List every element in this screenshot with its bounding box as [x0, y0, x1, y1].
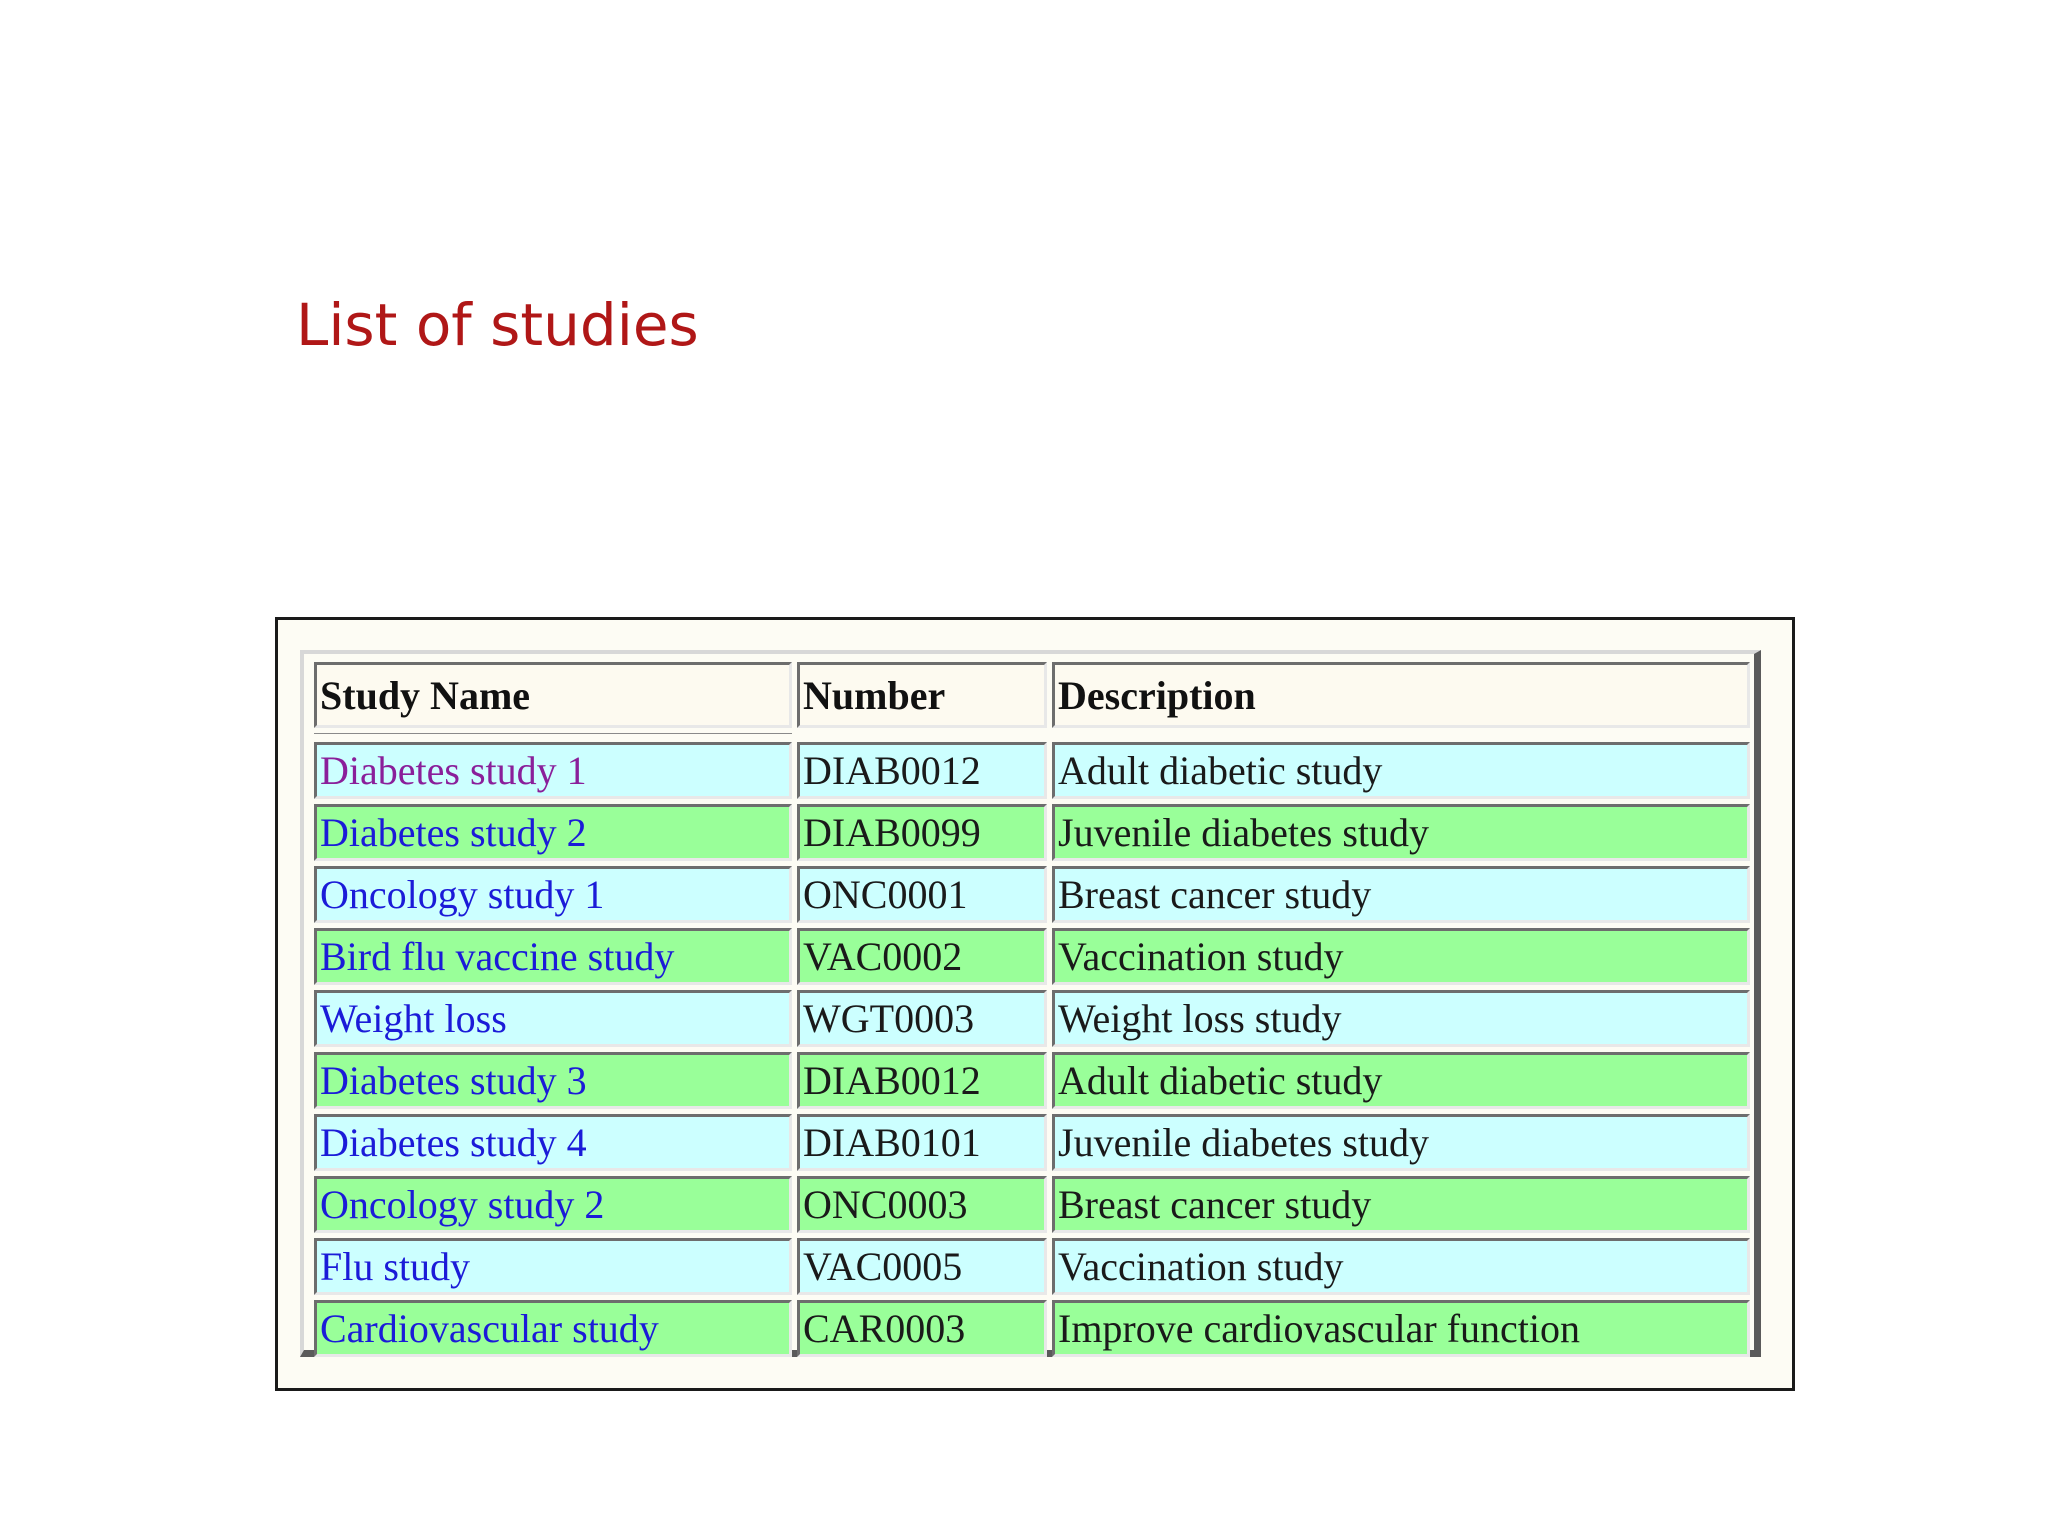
study-description: Adult diabetic study [1052, 1052, 1750, 1109]
study-name-link[interactable]: Diabetes study 1 [314, 742, 792, 799]
study-number: ONC0003 [797, 1176, 1047, 1233]
table-row [314, 1114, 1750, 1171]
studies-table-border [300, 650, 1761, 1357]
table-row [314, 928, 1750, 985]
study-name-link[interactable]: Diabetes study 2 [314, 804, 792, 861]
study-description: Adult diabetic study [1052, 742, 1750, 799]
study-description: Improve cardiovascular function [1052, 1300, 1750, 1357]
study-description: Vaccination study [1052, 1238, 1750, 1295]
study-name-link[interactable]: Diabetes study 3 [314, 1052, 792, 1109]
slide-title: List of studies [296, 291, 699, 359]
study-description: Vaccination study [1052, 928, 1750, 985]
table-row [314, 1052, 1750, 1109]
table-header-row [314, 662, 1750, 728]
study-number: DIAB0099 [797, 804, 1047, 861]
study-description: Breast cancer study [1052, 1176, 1750, 1233]
studies-table-screenshot [275, 617, 1795, 1391]
study-name-link[interactable]: Cardiovascular study [314, 1300, 792, 1357]
study-number: DIAB0012 [797, 742, 1047, 799]
table-row [314, 1176, 1750, 1233]
study-description: Juvenile diabetes study [1052, 1114, 1750, 1171]
study-number: VAC0005 [797, 1238, 1047, 1295]
study-description: Breast cancer study [1052, 866, 1750, 923]
column-header-number: Number [797, 662, 1047, 728]
study-name-link[interactable]: Bird flu vaccine study [314, 928, 792, 985]
study-number: VAC0002 [797, 928, 1047, 985]
table-header-divider [314, 733, 1750, 737]
study-name-link[interactable]: Weight loss [314, 990, 792, 1047]
table-row [314, 990, 1750, 1047]
study-description: Weight loss study [1052, 990, 1750, 1047]
table-row [314, 804, 1750, 861]
studies-table [309, 657, 1755, 1362]
study-name-link[interactable]: Oncology study 2 [314, 1176, 792, 1233]
study-name-link[interactable]: Oncology study 1 [314, 866, 792, 923]
column-header-description: Description [1052, 662, 1750, 728]
study-name-link[interactable]: Flu study [314, 1238, 792, 1295]
table-row [314, 1300, 1750, 1357]
table-row [314, 742, 1750, 799]
table-header-divider-cell [314, 733, 792, 737]
study-number: ONC0001 [797, 866, 1047, 923]
table-header-divider-gap [1052, 733, 1750, 737]
table-row [314, 866, 1750, 923]
column-header-study-name: Study Name [314, 662, 792, 728]
table-row [314, 1238, 1750, 1295]
study-description: Juvenile diabetes study [1052, 804, 1750, 861]
study-number: WGT0003 [797, 990, 1047, 1047]
study-name-link[interactable]: Diabetes study 4 [314, 1114, 792, 1171]
study-number: DIAB0101 [797, 1114, 1047, 1171]
study-number: DIAB0012 [797, 1052, 1047, 1109]
study-number: CAR0003 [797, 1300, 1047, 1357]
table-header-divider-gap [797, 733, 1047, 737]
